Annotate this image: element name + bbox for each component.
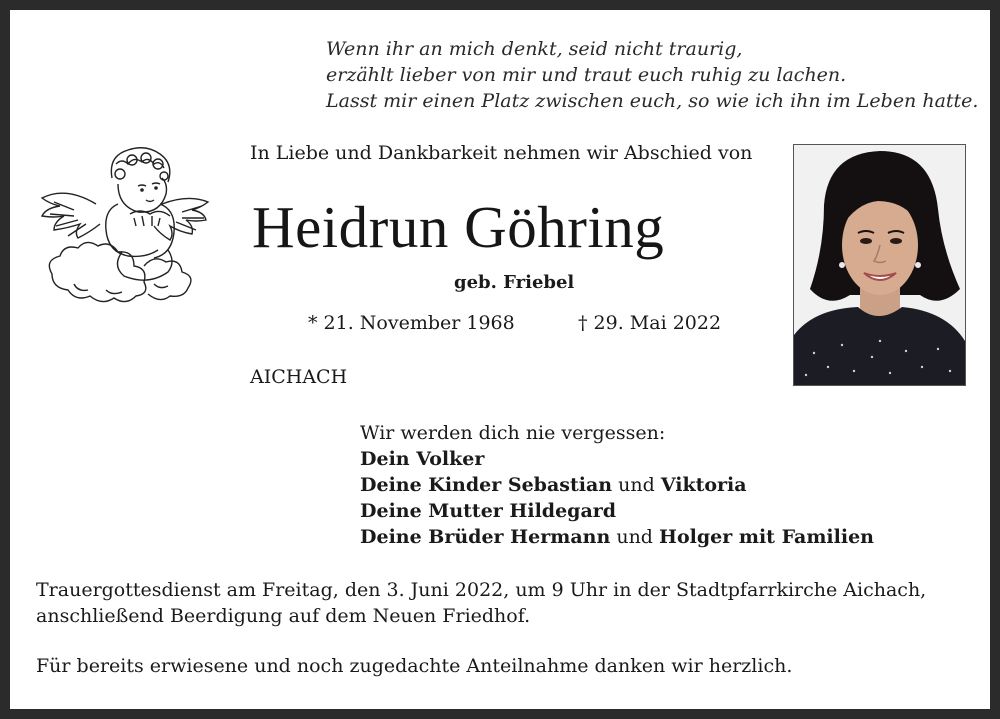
mourner-line-3 — [360, 498, 874, 524]
obituary-notice — [10, 10, 990, 709]
poem-line-2: erzählt lieber von mir und traut euch ruhig zu lachen. — [326, 64, 847, 86]
conjunction: und — [618, 474, 655, 496]
mourner-line-2 — [360, 472, 874, 498]
mourner-name: Deine Kinder Sebastian — [360, 474, 613, 496]
poem — [326, 36, 978, 114]
conjunction: und — [616, 526, 653, 548]
farewell-intro: In Liebe und Dankbarkeit nehmen wir Abschied von — [250, 142, 753, 164]
mourner-line-1 — [360, 446, 874, 472]
mourner-line-4 — [360, 524, 874, 550]
portrait-image — [794, 145, 965, 385]
cherub-angel-icon — [34, 134, 214, 304]
mourner-name: Deine Brüder Hermann — [360, 526, 611, 548]
death-date: † 29. Mai 2022 — [578, 312, 722, 334]
birth-date: * 21. November 1968 — [308, 312, 515, 334]
poem-line-3: Lasst mir einen Platz zwischen euch, so wie ich ihn im Leben hatte. — [326, 90, 979, 112]
poem-line-1: Wenn ihr an mich denkt, seid nicht traurig, — [326, 38, 743, 60]
mourner-name: Viktoria — [660, 474, 747, 496]
mourner-name: Dein Volker — [360, 448, 485, 470]
thanks-note: Für bereits erwiesene und noch zugedachte Anteilnahme danken wir herzlich. — [36, 655, 793, 677]
funeral-service-info — [36, 577, 926, 629]
mourner-name: Deine Mutter Hildegard — [360, 500, 617, 522]
mourner-name: Holger mit Familien — [659, 526, 874, 548]
birth-name: geb. Friebel — [454, 272, 575, 293]
mourners-list — [360, 420, 874, 550]
deceased-name: Heidrun Göhring — [252, 194, 665, 260]
mourners-intro: Wir werden dich nie vergessen: — [360, 422, 666, 444]
service-line-1: Trauergottesdienst am Freitag, den 3. Juni 2022, um 9 Uhr in der Stadtpfarrkirche Aichach, — [36, 579, 927, 601]
portrait-photo — [793, 144, 966, 386]
service-line-2: anschließend Beerdigung auf dem Neuen Friedhof. — [36, 605, 531, 627]
hometown: AICHACH — [250, 366, 348, 388]
